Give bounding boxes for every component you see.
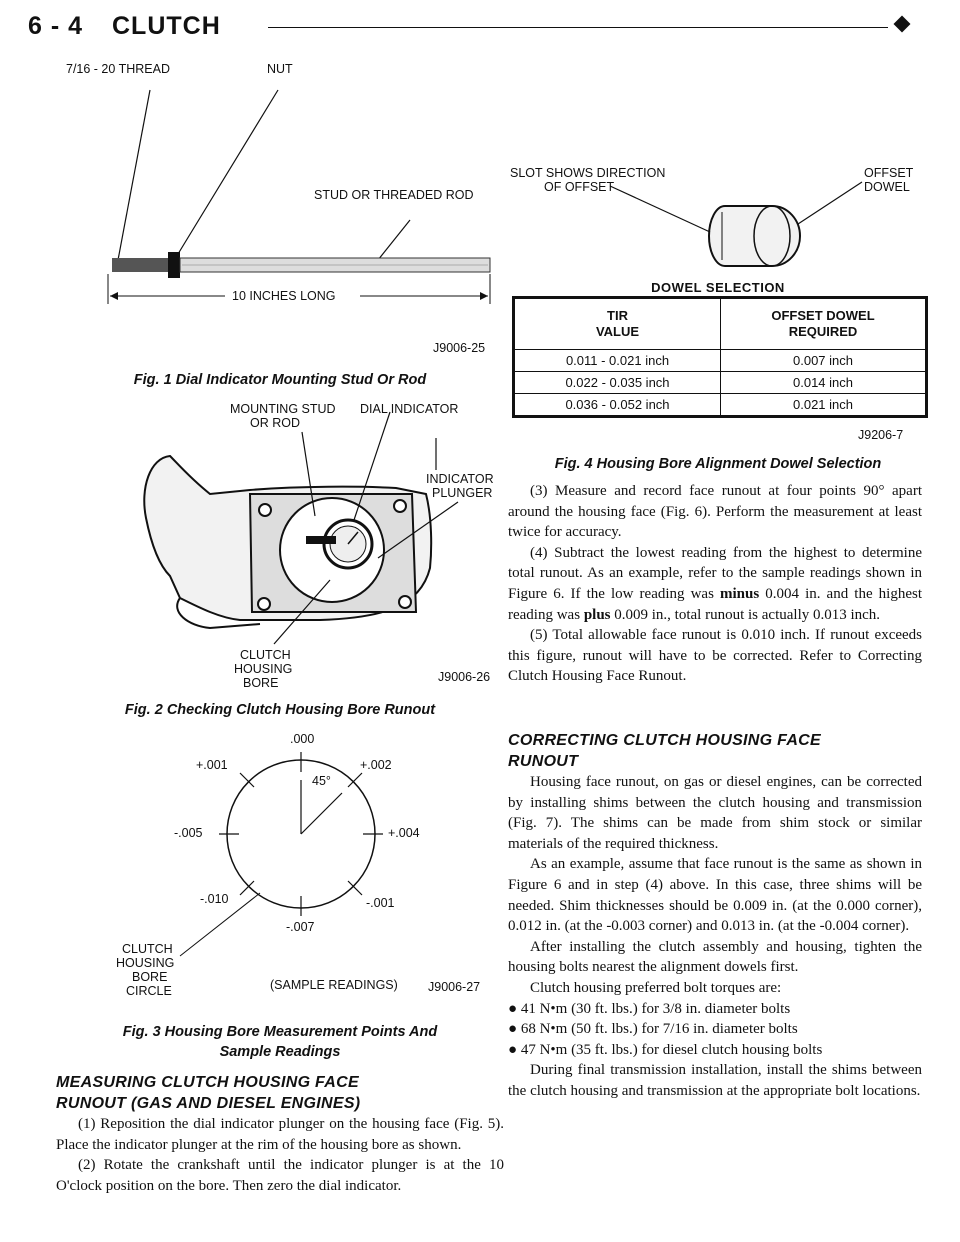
heading-line: CORRECTING CLUTCH HOUSING FACE	[508, 732, 821, 749]
page-header	[28, 12, 932, 52]
table-header-row	[515, 299, 925, 350]
dial-label: DIAL INDICATOR	[360, 402, 459, 416]
length-label: 10 INCHES LONG	[232, 289, 336, 303]
bore-label-2: HOUSING	[234, 662, 293, 676]
offset-label-2: DOWEL	[864, 180, 910, 194]
table-cell: 0.021 inch	[721, 394, 926, 416]
plunger-label-2: PLUNGER	[432, 486, 493, 500]
bullet-item: ● 68 N•m (50 ft. lbs.) for 7/16 in. diameter bolts	[508, 1021, 798, 1038]
runout-steps-text	[508, 481, 922, 687]
heading-line: RUNOUT (GAS AND DIESEL ENGINES)	[56, 1095, 361, 1112]
slot-label-2: OF OFFSET	[544, 180, 615, 194]
table-row	[515, 372, 925, 394]
circle-label-4: CIRCLE	[126, 984, 172, 998]
header-rule	[268, 27, 888, 28]
table-row	[515, 394, 925, 416]
reading-top: .000	[290, 732, 315, 746]
sample-label: (SAMPLE READINGS)	[270, 978, 398, 992]
paragraph: (4) Subtract the lowest reading from the highest to determine total runout. As an example, refer to the sample readings shown in Figure 6. If the low reading was minus 0.004 in. and the highest reading was plus 0.009 in., total runout is actually 0.013 inch.	[508, 544, 922, 623]
paragraph: (3) Measure and record face runout at four points 90° apart around the housing face (Fig. 6). Perform the measurement at least twice for accuracy.	[508, 483, 922, 541]
stud-illustration	[60, 60, 500, 350]
table-cell: 0.022 - 0.035 inch	[515, 372, 721, 394]
reading-top-left: +.001	[196, 758, 228, 772]
table-cell: 0.014 inch	[721, 372, 926, 394]
column-header: TIR VALUE	[515, 299, 721, 350]
reading-bottom: -.007	[286, 920, 315, 934]
page-number: 6 - 4	[28, 12, 84, 40]
heading-line: RUNOUT	[508, 753, 579, 770]
bullet-item: ● 41 N•m (30 ft. lbs.) for 3/8 in. diameter bolts	[508, 1000, 791, 1017]
figure-2-caption: Fig. 2 Checking Clutch Housing Bore Runout	[124, 702, 436, 718]
stud-label: STUD OR THREADED ROD	[314, 188, 474, 202]
housing-bore-illustration	[60, 398, 500, 688]
table-cell: 0.007 inch	[721, 350, 926, 372]
mount-label-2: OR ROD	[250, 416, 300, 430]
correcting-text	[508, 772, 922, 1102]
nut-label: NUT	[267, 62, 293, 76]
figure-2	[60, 398, 500, 688]
figure-3-caption-line-2: Sample Readings	[219, 1044, 341, 1060]
table-cell: 0.011 - 0.021 inch	[515, 350, 721, 372]
paragraph: As an example, assume that face runout is the same as shown in Figure 6 and in step (4) above. In this case, three shims will be needed. Shim thicknesses should be 0.009 in. (at the 0.000 corner), 0.012 in. (at the -0.003 corner) and 0.013 in. (at the -0.004 corner).	[508, 856, 922, 935]
paragraph: During final transmission installation, install the shims between the clutch housing and transmission at the appropriate bolt locations.	[508, 1062, 922, 1099]
bullet-item: ● 47 N•m (35 ft. lbs.) for diesel clutch housing bolts	[508, 1041, 823, 1058]
reading-right: +.004	[388, 826, 420, 840]
reading-left: -.005	[174, 826, 203, 840]
paragraph: (2) Rotate the crankshaft until the indicator plunger is at the 10 O'clock position on the bore. Then zero the dial indicator.	[56, 1157, 504, 1194]
reading-top-right: +.002	[360, 758, 392, 772]
measuring-text	[56, 1114, 504, 1196]
circle-label-1: CLUTCH	[122, 942, 173, 956]
plunger-label-1: INDICATOR	[426, 472, 494, 486]
figure-1	[60, 60, 500, 355]
angle-label: 45°	[312, 774, 331, 788]
reading-bottom-right: -.001	[366, 896, 395, 910]
diamond-icon	[894, 16, 911, 33]
bore-label-1: CLUTCH	[240, 648, 291, 662]
figure-code: J9206-7	[858, 428, 904, 442]
dowel-selection-table	[512, 296, 928, 418]
heading-line: MEASURING CLUTCH HOUSING FACE	[56, 1074, 359, 1091]
figure-code: J9006-26	[438, 670, 491, 684]
column-header: OFFSET DOWEL REQUIRED	[721, 299, 926, 350]
bore-label-3: BORE	[243, 676, 279, 690]
paragraph: Housing face runout, on gas or diesel engines, can be corrected by installing shims between the clutch housing and transmission (Fig. 7). The shims can be made from shim stock or similar materials of the required thickness.	[508, 774, 922, 852]
figure-code: J9006-25	[433, 341, 486, 355]
table-cell: 0.036 - 0.052 inch	[515, 394, 721, 416]
mount-label-1: MOUNTING STUD	[230, 402, 336, 416]
table-title: DOWEL SELECTION	[651, 280, 785, 295]
thread-label: 7/16 - 20 THREAD	[66, 62, 170, 76]
table-row	[515, 350, 925, 372]
section-title: CLUTCH	[112, 12, 221, 40]
figure-4-caption: Fig. 4 Housing Bore Alignment Dowel Selection	[554, 456, 882, 472]
figure-code: J9006-27	[428, 980, 481, 994]
offset-label-1: OFFSET	[864, 166, 914, 180]
reading-bottom-left: -.010	[200, 892, 229, 906]
figure-3-caption-line-1: Fig. 3 Housing Bore Measurement Points And	[122, 1024, 438, 1040]
circle-label-3: BORE	[132, 970, 168, 984]
paragraph: Clutch housing preferred bolt torques are:	[530, 979, 782, 996]
figure-1-caption: Fig. 1 Dial Indicator Mounting Stud Or Rod	[133, 372, 427, 388]
paragraph: After installing the clutch assembly and housing, tighten the housing bolts nearest the alignment dowels first.	[508, 938, 922, 976]
paragraph: (5) Total allowable face runout is 0.010 inch. If runout exceeds this figure, runout will have to be corrected. Refer to Correcting Clutch Housing Face Runout.	[508, 627, 922, 685]
section-heading-correcting	[508, 730, 928, 772]
figure-3	[60, 730, 500, 1010]
slot-label-1: SLOT SHOWS DIRECTION	[510, 166, 666, 180]
section-heading-measuring	[56, 1072, 506, 1114]
figure-4-dowel	[510, 160, 930, 280]
paragraph: (1) Reposition the dial indicator plunger on the housing face (Fig. 5). Place the indicator plunger at the rim of the housing bore as shown.	[56, 1116, 504, 1153]
circle-label-2: HOUSING	[116, 956, 175, 970]
